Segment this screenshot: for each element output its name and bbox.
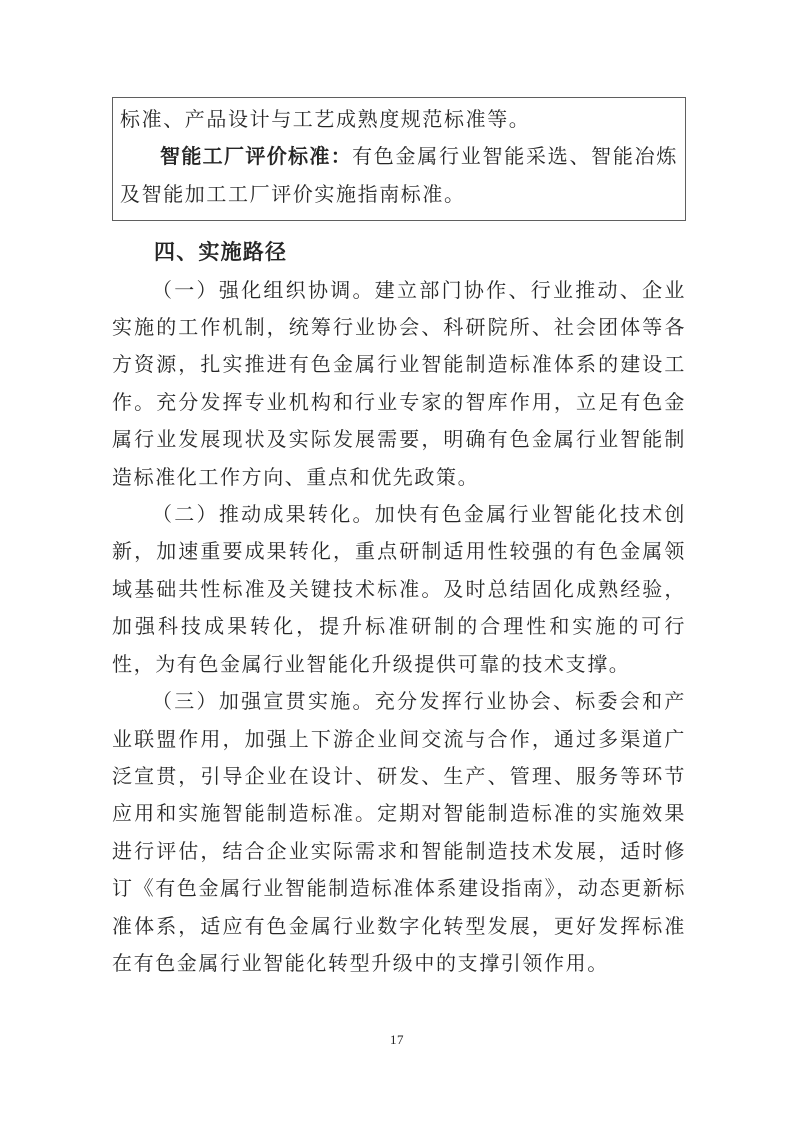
- factory-eval-body-text: 有色金属行业智能采选、智能冶炼及智能加工工厂评价实施指南标准。: [120, 146, 679, 206]
- paragraph-strengthen-publicity-implementation: （三）加强宣贯实施。充分发挥行业协会、标委会和产业联盟作用，加强上下游企业间交流与合作，通过多渠道广泛宣贯，引导企业在设计、研发、生产、管理、服务等环节应用和实施智能制造标准。定期对智能制造标准的实施效果进行评估，结合企业实际需求和智能制造技术发展，适时修订《有色金属行业智能制造标准体系建设指南》，动态更新标准体系，适应有色金属行业数字化转型发展，更好发挥标准在有色金属行业智能化转型升级中的支撑引领作用。: [112, 691, 686, 975]
- page-content: [112, 97, 686, 983]
- box-factory-eval-paragraph: [120, 139, 678, 214]
- paragraph-strengthen-coordination: （一）强化组织协调。建立部门协作、行业推动、企业实施的工作机制，统筹行业协会、科研院所、社会团体等各方资源，扎实推进有色金属行业智能制造标准体系的建设工作。充分发挥专业机构和行业专家的智库作用，立足有色金属行业发展现状及实际发展需要，明确有色金属行业智能制造标准化工作方向、重点和优先政策。: [112, 279, 686, 489]
- factory-eval-bold-lead: 智能工厂评价标准：: [160, 146, 353, 169]
- smart-factory-standards-box: [112, 97, 686, 221]
- section-heading-implementation-path: 四、实施路径: [154, 240, 288, 265]
- paragraph-promote-results-transformation: （二）推动成果转化。加快有色金属行业智能化技术创新，加速重要成果转化，重点研制适用性较强的有色金属领域基础共性标准及关键技术标准。及时总结固化成熟经验，加强科技成果转化，提升标准研制的合理性和实施的可行性，为有色金属行业智能化升级提供可靠的技术支撑。: [112, 504, 686, 676]
- page-footer: [0, 1031, 794, 1049]
- page-number: 17: [390, 1032, 404, 1047]
- section-body: [112, 273, 686, 984]
- box-continuation-text: 标准、产品设计与工艺成熟度规范标准等。: [120, 109, 531, 131]
